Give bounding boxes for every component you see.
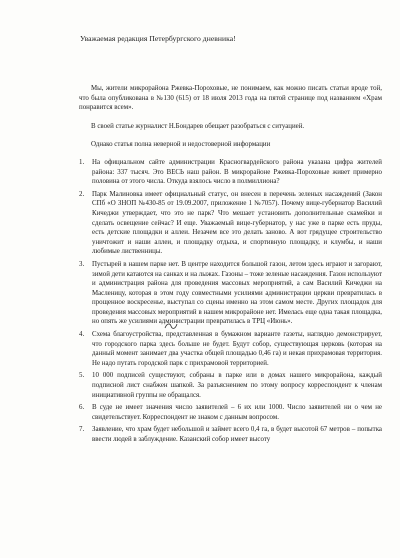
item-text: Пустырей в нашем парке нет. В центре находится большой газон, летом здесь играют и загорают, зимой дети катаются на санках и на лыжах. Газоны – тоже зеленые насаждения. Газон используют и администрация района для проведения массовых мероприятий, а сам Василий Кичеджи на Масленицу, которая в этом году совместными усилиями администрации церкви превратилась в прощенное воскресенье, выступал со сцены именно на этом самом месте. Других площадок для проведения массовых мероприятий в нашем микрорайоне нет. Имелась еще одна такая площадка, но опять же усилиями администрации превратилась в ТРЦ «Июнь». <box>92 260 382 326</box>
item-number: 5. <box>79 372 85 380</box>
intro-paragraph: Мы, жители микрорайона Ржевка-Пороховые, не понимаем, как можно писать статьи вроде той, что была опубликована в №130 (615) от 18 июля 2013 года на пятой странице под названием «Храм понравится всем». <box>79 85 382 112</box>
item-number: 7. <box>79 426 85 434</box>
list-item <box>79 371 382 400</box>
item-text: Схема благоустройства, представленная в бумажном варианте газеты, наглядно демонстрирует, что городского парка здесь больше не будет. Будут собор, существующая церковь (которая на данный момент занимает два участка общей площадью 0,46 га) и некая прихрамовая территория. Не надо путать городской парк с прихрамовой территорией. <box>92 331 382 367</box>
item-number: 1. <box>79 158 85 166</box>
claim-paragraph: Однако статья полна неверной и недостоверной информации <box>91 141 271 149</box>
list-item <box>79 403 382 422</box>
letter-greeting: Уважаемая редакция Петербургского дневника! <box>80 34 236 43</box>
item-number: 6. <box>79 404 85 412</box>
handwritten-mark-icon <box>164 322 178 331</box>
list-item <box>79 158 382 187</box>
list-item <box>79 260 382 327</box>
list-item <box>79 425 382 444</box>
journalist-paragraph: В своей статье журналист Н.Бондарев обещает разобраться с ситуацией. <box>91 122 305 130</box>
item-text: 10 000 подписей существуют, собраны в парке или в домах нашего микрорайона, каждый подписной лист снабжен шапкой. За разъяснением по этому вопросу корреспондент к членам инициативной группы не обращался. <box>92 372 382 399</box>
item-text: Заявление, что храм будет небольшой и займет всего 0,4 га, в будет высотой 67 метров – попытка ввести людей в заблуждение. Казанский собор имеет высоту <box>92 426 382 443</box>
item-text: В суде не имеет значения число заявителей – 6 их или 1000. Число заявителей ни о чем не свидетельствует. Корреспондент не знаком с данным вопросом. <box>92 404 382 421</box>
list-item <box>79 190 382 257</box>
item-number: 4. <box>79 331 85 339</box>
item-text: Парк Малиновка имеет официальный статус, он внесен в перечень зеленых насаждений (Закон СПб «О ЗНОП №430-85 от 19.09.2007, приложение 1 №7057). Почему вице-губернатор Василий Кичеджи утверждает, что это не парк? Что мешает установить дополнительные скамейки и сделать освещение сейчас? И еще. Уважаемый вице-губернатор, у нас уже в парке есть пруды, есть детские площадки и аллеи. Незачем все это делать заново. А вот грядущее строительство уничтожит и наши аллеи, и площадку отдыха, и спортивную площадку, и клумбы, и наши любимые лиственницы. <box>92 190 382 256</box>
item-number: 3. <box>79 260 85 268</box>
item-number: 2. <box>79 190 85 198</box>
item-text: На официальном сайте администрации Красногвардейского района указана цифра жителей района: 337 тысяч. Это ВЕСЬ наш район. В микрорайоне Ржевка-Пороховые живет примерно половина от этого числа. Откуда взялось число в полмиллиона? <box>92 158 382 186</box>
letter-body <box>79 84 382 448</box>
points-list <box>79 158 382 445</box>
list-item <box>79 330 382 368</box>
